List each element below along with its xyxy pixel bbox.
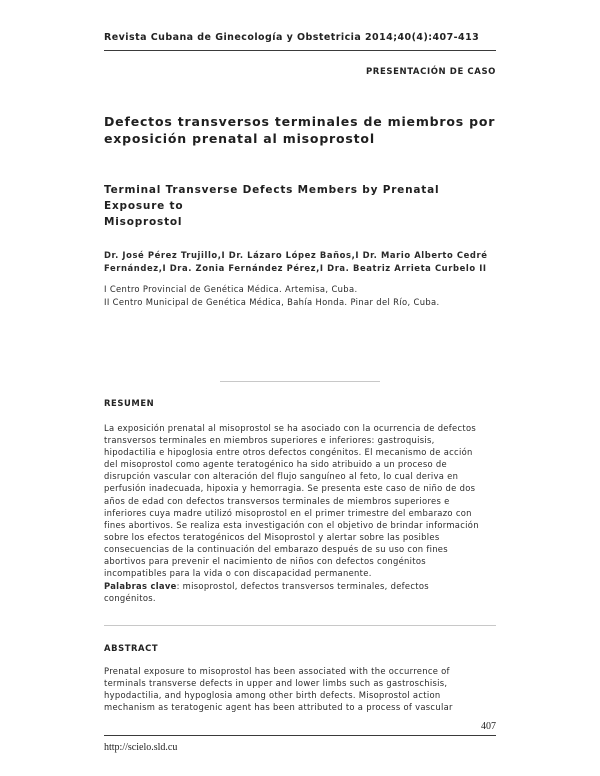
author-list bbox=[104, 249, 504, 274]
resumen-heading: RESUMEN bbox=[104, 398, 155, 408]
keywords-block bbox=[104, 580, 496, 604]
abstract-line: terminals transverse defects in upper and lower limbs such as gastroschisis, bbox=[104, 678, 448, 689]
resumen-line: hipodactilia e hipoglosia entre otros defectos congénitos. El mecanismo de acción bbox=[104, 447, 473, 458]
resumen-line: años de edad con defectos transversos terminales de miembros superiores e bbox=[104, 495, 450, 506]
affiliation-line: II Centro Municipal de Genética Médica, Bahía Honda. Pinar del Río, Cuba. bbox=[104, 296, 440, 307]
author-line: Fernández,I Dra. Zonia Fernández Pérez,I Dra. Beatriz Arrieta Curbelo II bbox=[104, 262, 487, 273]
resumen-line: disrupción vascular con alteración del flujo sanguíneo al feto, lo cual deriva en bbox=[104, 471, 459, 482]
resumen-line: La exposición prenatal al misoprostol se ha asociado con la ocurrencia de defectos bbox=[104, 423, 477, 433]
title-english-line: Misoprostol bbox=[104, 216, 183, 228]
title-spanish-line: Defectos transversos terminales de miembros por bbox=[104, 114, 496, 129]
resumen-line: sobre los efectos teratogénicos del Misoprostol y alertar sobre las posibles bbox=[104, 531, 440, 542]
keywords-text: : misoprostol, defectos transversos terminales, defectos bbox=[176, 581, 429, 591]
resumen-line: fines abortivos. Se realiza esta investigación con el objetivo de brindar información bbox=[104, 519, 479, 530]
journal-header: Revista Cubana de Ginecología y Obstetricia 2014;40(4):407-413 bbox=[104, 32, 480, 43]
resumen-line: perfusión inadecuada, hipoxia y hemorragia. Se presenta este caso de niño de dos bbox=[104, 483, 476, 494]
keywords-line: congénitos. bbox=[104, 593, 156, 604]
resumen-line: transversos terminales en miembros superiores e inferiores: gastroquisis, bbox=[104, 435, 435, 446]
affiliation-line: I Centro Provincial de Genética Médica. Artemisa, Cuba. bbox=[104, 284, 358, 294]
affiliation-list bbox=[104, 283, 504, 308]
page-number: 407 bbox=[481, 721, 496, 732]
keywords-line bbox=[104, 580, 496, 592]
footer-url[interactable]: http://scielo.sld.cu bbox=[104, 742, 178, 753]
abstract-line: Prenatal exposure to misoprostol has been associated with the occurrence of bbox=[104, 666, 450, 676]
resumen-line: del misoprostol como agente teratogénico ha sido atribuido a un proceso de bbox=[104, 459, 447, 470]
abstract-body bbox=[104, 665, 496, 713]
header-rule bbox=[104, 50, 496, 51]
abstract-line: mechanism as teratogenic agent has been attributed to a process of vascular bbox=[104, 702, 453, 713]
footer-rule bbox=[104, 735, 496, 736]
title-english-line: Terminal Transverse Defects Members by Prenatal Exposure to bbox=[104, 184, 440, 212]
resumen-line: consecuencias de la continuación del embarazo después de su uso con fines bbox=[104, 543, 448, 554]
title-english bbox=[104, 182, 504, 230]
section-divider bbox=[220, 381, 380, 382]
resumen-line: incompatibles para la vida o con discapacidad permanente. bbox=[104, 568, 372, 579]
abstract-heading: ABSTRACT bbox=[104, 643, 159, 653]
resumen-body bbox=[104, 422, 496, 579]
resumen-line: abortivos para prevenir el nacimiento de niños con defectos congénitos bbox=[104, 556, 426, 567]
keywords-label: Palabras clave bbox=[104, 581, 177, 591]
title-spanish-line: exposición prenatal al misoprostol bbox=[104, 131, 375, 146]
author-line: Dr. José Pérez Trujillo,I Dr. Lázaro López Baños,I Dr. Mario Alberto Cedré bbox=[104, 250, 488, 260]
section-divider bbox=[104, 625, 496, 626]
resumen-line: inferiores cuya madre utilizó misoprostol en el primer trimestre del embarazo con bbox=[104, 507, 472, 518]
title-spanish bbox=[104, 113, 504, 147]
section-type-label: PRESENTACIÓN DE CASO bbox=[365, 67, 496, 77]
abstract-line: hypodactilia, and hypoglosia among other birth defects. Misoprostol action bbox=[104, 690, 441, 701]
